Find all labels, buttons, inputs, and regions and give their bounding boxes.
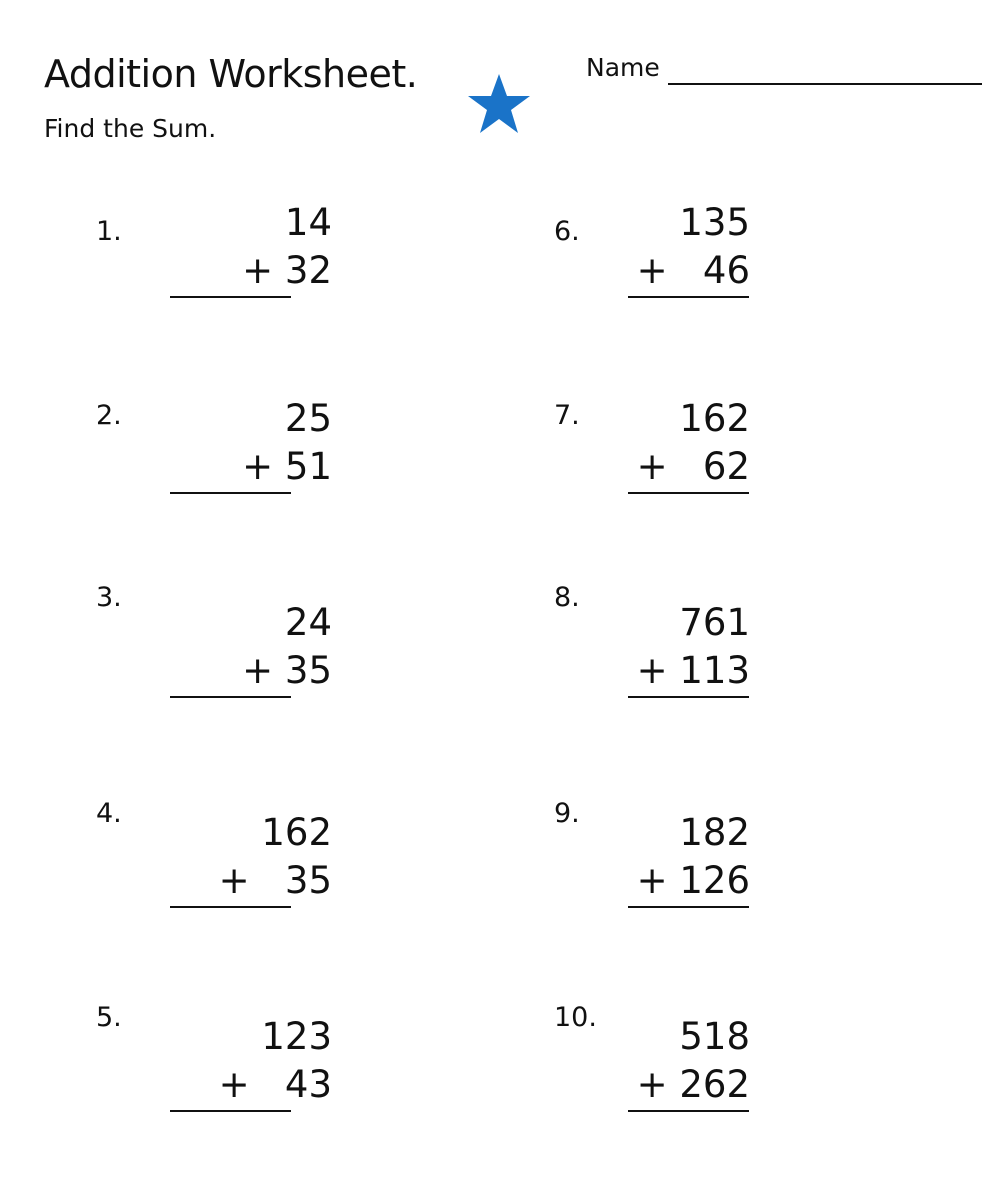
answer-line[interactable]: [628, 906, 749, 908]
problem-7: [554, 396, 774, 536]
addend-top: 162: [679, 397, 750, 440]
answer-line[interactable]: [170, 1110, 291, 1112]
answer-line[interactable]: [628, 696, 749, 698]
answer-line[interactable]: [628, 492, 749, 494]
addend-top: 518: [679, 1015, 750, 1058]
problem-4: [96, 798, 332, 950]
problem-6: [554, 200, 774, 340]
worksheet-instructions: Find the Sum.: [44, 114, 217, 143]
addend-bottom: + 126: [636, 859, 750, 902]
problem-number: 10.: [554, 1002, 597, 1033]
worksheet-title: Addition Worksheet.: [44, 52, 418, 96]
addend-bottom: + 35: [218, 859, 332, 902]
star-shape: [468, 74, 530, 133]
problem-10: [554, 1002, 774, 1154]
answer-line[interactable]: [628, 1110, 749, 1112]
problem-number: 2.: [96, 400, 122, 431]
answer-line[interactable]: [170, 906, 291, 908]
name-label: Name: [586, 53, 660, 82]
problem-8: [554, 582, 774, 740]
answer-line[interactable]: [628, 296, 749, 298]
problem-9: [554, 798, 774, 950]
problem-number: 5.: [96, 1002, 122, 1033]
addend-bottom: + 62: [636, 445, 750, 488]
answer-line[interactable]: [170, 492, 291, 494]
addend-top: 24: [284, 601, 332, 644]
addend-bottom: + 35: [242, 649, 332, 692]
addend-top: 25: [284, 397, 332, 440]
addend-bottom: + 46: [636, 249, 750, 292]
star-icon: [466, 72, 532, 136]
addend-bottom: + 32: [242, 249, 332, 292]
addend-top: 123: [261, 1015, 332, 1058]
addend-top: 162: [261, 811, 332, 854]
addend-top: 135: [679, 201, 750, 244]
answer-line[interactable]: [170, 696, 291, 698]
problem-number: 8.: [554, 582, 580, 613]
problem-number: 4.: [96, 798, 122, 829]
addend-top: 182: [679, 811, 750, 854]
problem-3: [96, 582, 332, 740]
problem-number: 7.: [554, 400, 580, 431]
addend-bottom: + 51: [242, 445, 332, 488]
addend-bottom: + 262: [636, 1063, 750, 1106]
addend-bottom: + 113: [636, 649, 750, 692]
addend-bottom: + 43: [218, 1063, 332, 1106]
problem-5: [96, 1002, 332, 1154]
addend-top: 761: [679, 601, 750, 644]
problem-number: 1.: [96, 216, 122, 247]
problem-1: [96, 200, 332, 340]
problem-number: 3.: [96, 582, 122, 613]
addend-top: 14: [284, 201, 332, 244]
answer-line[interactable]: [170, 296, 291, 298]
problem-number: 6.: [554, 216, 580, 247]
problem-2: [96, 396, 332, 536]
name-input-line[interactable]: [668, 83, 982, 85]
problem-number: 9.: [554, 798, 580, 829]
